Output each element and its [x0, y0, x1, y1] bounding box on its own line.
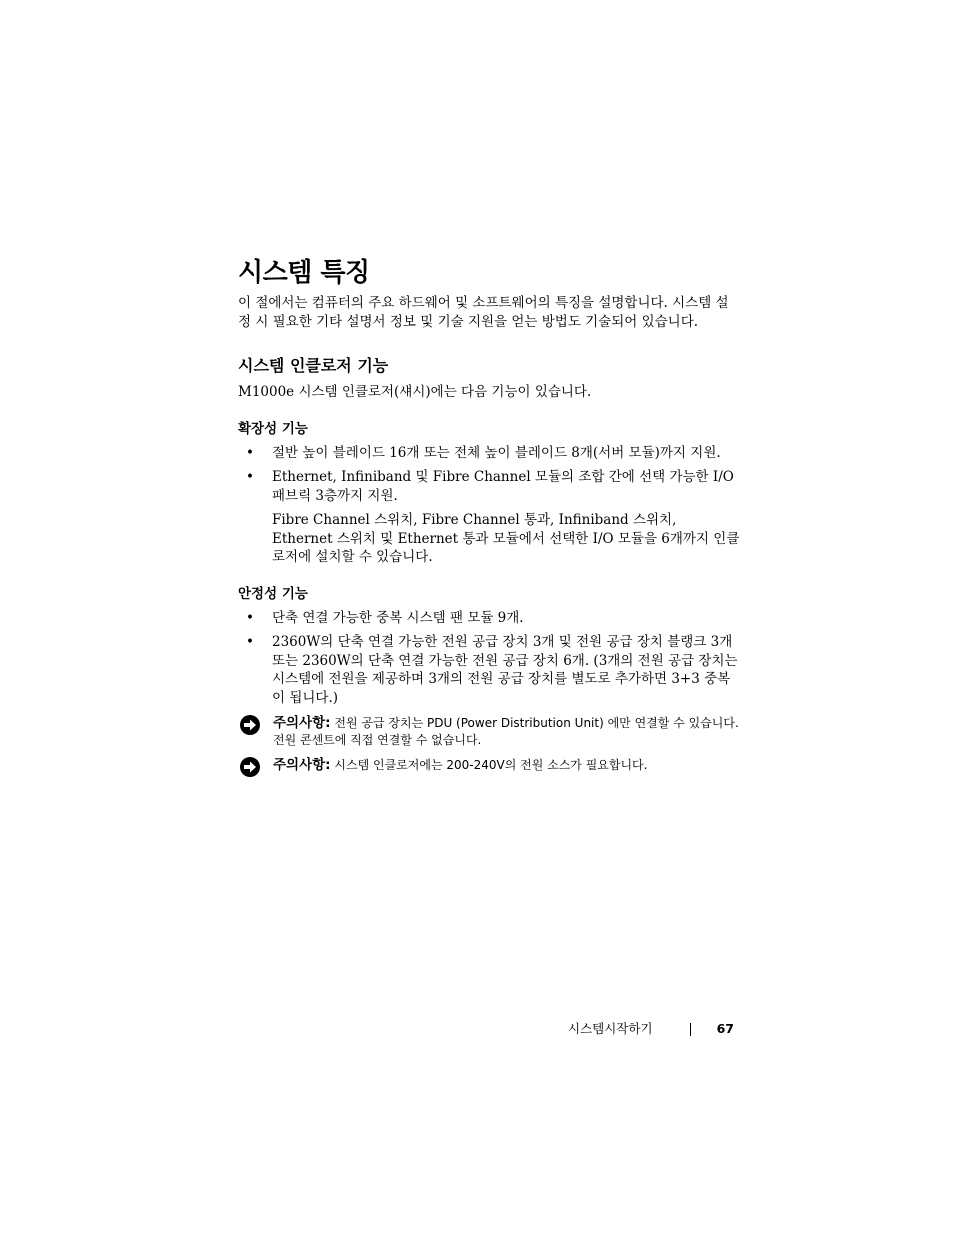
list-item-text: 2360W의 단축 연결 가능한 전원 공급 장치 3개 및 전원 공급 장치 블랭크 3개 또는 2360W의 단축 연결 가능한 전원 공급 장치 6개. (3개의 전원 공급 장치는 시스템에 전원을 제공하며 3개의 전원 공급 장치를 별도로 추가하면 3+3 중복이 됩니다.) [272, 634, 738, 706]
list-item [238, 444, 740, 463]
notice-text: 전원 공급 장치는 PDU (Power Distribution Unit) 에만 연결할 수 있습니다. 전원 콘센트에 직접 연결할 수 없습니다. [273, 716, 739, 747]
expandability-followup: Fibre Channel 스위치, Fibre Channel 통과, Infiniband 스위치, Ethernet 스위치 및 Ethernet 통과 모듈에서 선택한 I/O 모듈을 6개까지 인클로저에 설치할 수 있습니다. [272, 512, 740, 565]
notice-arrow-icon [240, 757, 260, 777]
bullet-icon: • [246, 609, 254, 626]
enclosure-intro: M1000e 시스템 인클로저(섀시)에는 다음 기능이 있습니다. [238, 384, 592, 400]
list-item-text: 절반 높이 블레이드 16개 또는 전체 높이 블레이드 8개(서버 모듈)까지 지원. [272, 444, 721, 461]
section-title: 시스템 특징 [238, 258, 370, 288]
footer-chapter-title: 시스템시작하기 [568, 1021, 653, 1036]
footer-separator [690, 1023, 691, 1036]
notice-arrow-icon [240, 715, 260, 735]
list-item [238, 468, 740, 505]
section-intro: 이 절에서는 컴퓨터의 주요 하드웨어 및 소프트웨어의 특징을 설명합니다. 시스템 설정 시 필요한 기타 설명서 정보 및 기술 지원을 얻는 방법도 기술되어 있습니다. [238, 295, 729, 330]
notice-label: 주의사항: [273, 715, 331, 731]
enclosure-heading: 시스템 인클로저 기능 [238, 356, 389, 375]
page-footer [568, 1019, 734, 1039]
list-item-text: 단축 연결 가능한 중복 시스템 팬 모듈 9개. [272, 609, 524, 626]
notice-block [238, 715, 740, 749]
notice-label: 주의사항: [273, 757, 331, 773]
bullet-icon: • [246, 469, 254, 485]
bullet-icon: • [246, 634, 254, 650]
expandability-list [238, 444, 740, 506]
list-item [238, 633, 740, 707]
page-content [238, 256, 740, 774]
page-number: 67 [716, 1021, 734, 1036]
bullet-icon: • [246, 444, 254, 461]
reliability-heading: 안정성 기능 [238, 585, 308, 602]
reliability-list [238, 609, 740, 708]
expandability-heading: 확장성 기능 [238, 420, 308, 437]
notice-block [238, 757, 740, 774]
notice-text: 시스템 인클로저에는 200-240V의 전원 소스가 필요합니다. [330, 758, 648, 772]
list-item [238, 609, 740, 628]
list-item-text: Ethernet, Infiniband 및 Fibre Channel 모듈의 조합 간에 선택 가능한 I/O 패브릭 3층까지 지원. [272, 469, 734, 504]
